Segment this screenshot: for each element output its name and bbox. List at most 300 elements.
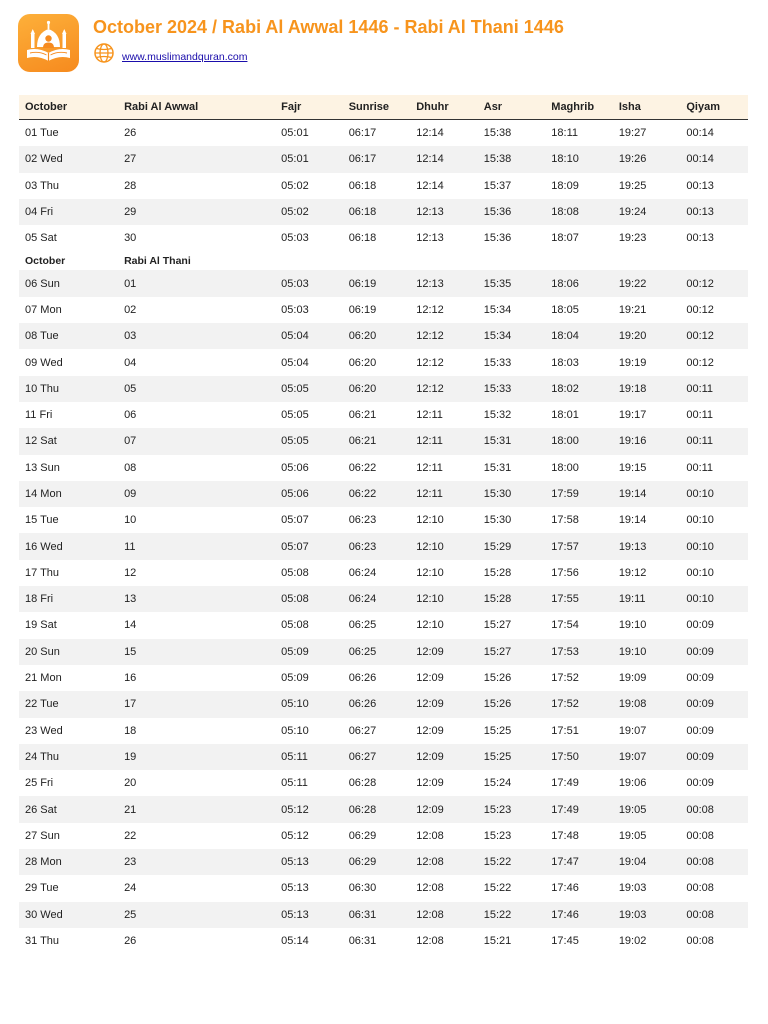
table-cell: 12:12	[410, 376, 478, 402]
column-header: Dhuhr	[410, 95, 478, 120]
table-cell: 18:07	[551, 232, 579, 245]
table-cell: 00:11	[680, 376, 748, 402]
table-cell: 06:22	[348, 461, 377, 474]
table-cell: 12:12	[410, 323, 478, 349]
empty-cell	[680, 251, 748, 270]
table-cell: 11 Fri	[25, 409, 53, 422]
table-cell: 06:17	[343, 146, 411, 172]
table-cell: 00:10	[680, 586, 748, 612]
table-cell: 12:08	[410, 849, 478, 875]
table-cell: 15:29	[478, 533, 546, 559]
table-row	[19, 533, 748, 559]
table-cell: 19:12	[618, 566, 647, 579]
table-cell: 00:08	[680, 796, 748, 822]
table-row	[19, 225, 748, 251]
globe-icon	[93, 42, 115, 64]
table-cell: 00:09	[686, 672, 714, 685]
table-cell: 05:01	[281, 127, 309, 140]
table-cell: 17:50	[545, 744, 613, 770]
table-cell: 00:09	[680, 639, 748, 665]
table-cell: 06:21	[348, 409, 377, 422]
table-cell: 12:11	[410, 481, 478, 507]
table-cell: 15:22	[483, 882, 512, 895]
table-cell: 15:27	[478, 639, 546, 665]
table-cell: 05:03	[281, 232, 309, 245]
table-cell: 10 Thu	[19, 376, 118, 402]
table-cell: 15:35	[478, 270, 546, 296]
table-cell: 06:20	[343, 323, 411, 349]
table-cell: 26 Sat	[19, 796, 118, 822]
table-cell: 19:26	[613, 146, 681, 172]
table-cell: 18:06	[545, 270, 613, 296]
table-cell: 19:04	[613, 849, 681, 875]
table-cell: 12:08	[416, 882, 444, 895]
table-cell: 17:51	[551, 724, 579, 737]
table-cell: 25	[118, 902, 275, 928]
table-cell: 19:08	[613, 691, 681, 717]
table-cell: 05:06	[275, 481, 343, 507]
table-cell: 19:15	[618, 461, 647, 474]
table-cell: 06:26	[343, 691, 411, 717]
table-row	[19, 560, 748, 586]
table-cell: 07	[118, 428, 275, 454]
table-cell: 12:13	[416, 232, 444, 245]
table-cell: 12 Sat	[19, 428, 118, 454]
table-cell: 00:12	[686, 356, 714, 369]
table-cell: 19:19	[618, 356, 647, 369]
table-cell: 06:28	[348, 777, 377, 790]
table-cell: 17:46	[551, 882, 579, 895]
empty-cell	[275, 251, 343, 270]
table-cell: 12:09	[416, 672, 444, 685]
table-cell: 17:59	[545, 481, 613, 507]
table-cell: 17:54	[551, 619, 579, 632]
table-cell: 12:09	[410, 744, 478, 770]
prayer-times-table	[19, 95, 748, 954]
table-cell: 05:13	[275, 902, 343, 928]
table-row	[19, 349, 748, 375]
table-cell: 21 Mon	[25, 672, 62, 685]
table-row	[19, 796, 748, 822]
table-cell: 19:07	[618, 724, 647, 737]
table-cell: 18	[124, 724, 137, 737]
table-cell: 06:18	[348, 232, 377, 245]
table-cell: 17:56	[551, 566, 579, 579]
table-cell: 28	[124, 179, 137, 192]
table-cell: 29	[118, 199, 275, 225]
table-cell: 13 Sun	[25, 461, 60, 474]
table-cell: 06:17	[348, 127, 377, 140]
table-cell: 06:24	[348, 566, 377, 579]
table-cell: 00:09	[686, 724, 714, 737]
table-cell: 05:05	[281, 409, 309, 422]
table-cell: 00:11	[680, 428, 748, 454]
table-row	[19, 146, 748, 172]
table-cell: 17:55	[545, 586, 613, 612]
table-cell: 05:05	[275, 428, 343, 454]
empty-cell	[613, 251, 681, 270]
table-row	[19, 376, 748, 402]
table-cell: 18:01	[551, 409, 579, 422]
table-cell: 19:21	[618, 303, 647, 316]
table-cell: 06:31	[343, 902, 411, 928]
column-header: Maghrib	[545, 95, 613, 120]
table-cell: 05:02	[281, 179, 309, 192]
table-cell: 19:05	[613, 796, 681, 822]
table-row	[19, 199, 748, 225]
table-cell: 18:03	[551, 356, 579, 369]
table-cell: 00:09	[680, 691, 748, 717]
table-cell: 10	[124, 514, 137, 527]
table-cell: 22	[124, 829, 137, 842]
table-cell: 26	[124, 935, 137, 948]
table-cell: 19:11	[613, 586, 681, 612]
table-cell: 15:28	[483, 566, 512, 579]
table-cell: 19:02	[618, 935, 647, 948]
table-cell: 06:20	[348, 356, 377, 369]
subheader-cell: Rabi Al Thani	[124, 254, 191, 267]
table-cell: 00:08	[686, 935, 714, 948]
table-cell: 18:05	[551, 303, 579, 316]
table-cell: 19 Sat	[25, 619, 57, 632]
table-cell: 12:10	[416, 566, 444, 579]
table-cell: 17:49	[545, 796, 613, 822]
page-header	[18, 14, 758, 74]
table-cell: 05:14	[281, 935, 309, 948]
table-cell: 06:19	[348, 303, 377, 316]
table-cell: 19:16	[613, 428, 681, 454]
column-header: Sunrise	[343, 95, 411, 120]
table-cell: 04 Fri	[19, 199, 118, 225]
table-cell: 12:14	[416, 179, 444, 192]
table-cell: 01 Tue	[25, 127, 59, 140]
table-cell: 27 Sun	[25, 829, 60, 842]
table-row	[19, 770, 748, 796]
table-cell: 05:07	[281, 514, 309, 527]
table-row	[19, 270, 748, 296]
table-cell: 05:01	[275, 146, 343, 172]
table-cell: 05:13	[275, 849, 343, 875]
table-cell: 15:23	[478, 796, 546, 822]
table-cell: 08	[124, 461, 137, 474]
table-cell: 06:28	[343, 796, 411, 822]
table-cell: 15:34	[483, 303, 512, 316]
table-cell: 12:14	[410, 146, 478, 172]
table-cell: 08 Tue	[19, 323, 118, 349]
table-cell: 27	[118, 146, 275, 172]
column-header: Qiyam	[680, 95, 748, 120]
table-cell: 15:30	[483, 514, 512, 527]
table-cell: 18:09	[551, 179, 579, 192]
table-cell: 18 Fri	[19, 586, 118, 612]
table-cell: 05:12	[275, 796, 343, 822]
table-cell: 19:17	[618, 409, 647, 422]
table-cell: 15:22	[478, 902, 546, 928]
table-cell: 17	[118, 691, 275, 717]
table-cell: 15:31	[483, 461, 512, 474]
table-cell: 06:19	[343, 270, 411, 296]
table-row	[19, 481, 748, 507]
table-cell: 00:08	[680, 849, 748, 875]
table-cell: 00:09	[686, 619, 714, 632]
table-cell: 06:23	[343, 533, 411, 559]
website-link[interactable]: www.muslimandquran.com	[122, 51, 248, 63]
table-row	[19, 323, 748, 349]
table-cell: 00:10	[680, 481, 748, 507]
table-cell: 06:29	[348, 829, 377, 842]
table-cell: 15:38	[478, 146, 546, 172]
table-cell: 19:25	[618, 179, 647, 192]
table-cell: 12:13	[410, 199, 478, 225]
table-cell: 20 Sun	[19, 639, 118, 665]
table-cell: 15:36	[483, 232, 512, 245]
table-cell: 05:08	[281, 566, 309, 579]
table-row	[19, 173, 748, 199]
table-cell: 19:10	[618, 619, 647, 632]
table-cell: 21	[118, 796, 275, 822]
table-cell: 00:08	[686, 829, 714, 842]
table-cell: 17 Thu	[25, 566, 60, 579]
table-cell: 01	[118, 270, 275, 296]
table-cell: 06:27	[348, 724, 377, 737]
table-cell: 06	[124, 409, 137, 422]
table-cell: 17:57	[545, 533, 613, 559]
table-cell: 05:12	[281, 829, 309, 842]
table-cell: 12:12	[416, 356, 444, 369]
empty-cell	[545, 251, 613, 270]
table-cell: 15:33	[483, 356, 512, 369]
table-cell: 12:08	[410, 902, 478, 928]
table-cell: 00:11	[686, 461, 714, 474]
subheader-cell: October	[25, 254, 66, 267]
table-cell: 05:03	[281, 303, 309, 316]
table-cell: 17:52	[545, 691, 613, 717]
table-cell: 15:21	[483, 935, 512, 948]
table-cell: 18:00	[545, 428, 613, 454]
table-cell: 17:58	[551, 514, 579, 527]
table-cell: 15:24	[483, 777, 512, 790]
table-cell: 19:07	[613, 744, 681, 770]
table-cell: 31 Thu	[25, 935, 60, 948]
table-cell: 12:10	[410, 533, 478, 559]
table-row	[19, 665, 748, 691]
table-cell: 03	[118, 323, 275, 349]
table-cell: 06:27	[343, 744, 411, 770]
table-cell: 05:13	[281, 882, 309, 895]
column-header: Fajr	[275, 95, 343, 120]
table-cell: 15:28	[478, 586, 546, 612]
table-cell: 05:10	[275, 691, 343, 717]
table-cell: 18:04	[545, 323, 613, 349]
table-cell: 15:25	[478, 744, 546, 770]
table-cell: 18:11	[551, 127, 578, 140]
table-cell: 22 Tue	[19, 691, 118, 717]
table-cell: 19:22	[613, 270, 681, 296]
table-cell: 19:09	[618, 672, 647, 685]
table-cell: 00:12	[686, 303, 714, 316]
table-cell: 12:09	[410, 691, 478, 717]
page-title: October 2024 / Rabi Al Awwal 1446 - Rabi Al Thani 1446	[93, 17, 564, 37]
table-cell: 24 Thu	[19, 744, 118, 770]
table-cell: 05:07	[275, 533, 343, 559]
column-header: October	[19, 95, 118, 120]
table-row	[19, 823, 748, 849]
table-cell: 00:10	[686, 514, 714, 527]
table-cell: 15:30	[478, 481, 546, 507]
table-cell: 23	[118, 849, 275, 875]
table-cell: 15:36	[478, 199, 546, 225]
table-cell: 17:46	[545, 902, 613, 928]
table-cell: 00:09	[680, 744, 748, 770]
table-cell: 18:08	[545, 199, 613, 225]
table-cell: 00:08	[686, 882, 714, 895]
table-cell: 05:10	[281, 724, 309, 737]
table-cell: 09	[118, 481, 275, 507]
table-row	[19, 639, 748, 665]
table-cell: 15	[118, 639, 275, 665]
table-row	[19, 744, 748, 770]
table-cell: 12:09	[416, 724, 444, 737]
table-cell: 00:10	[680, 533, 748, 559]
table-cell: 06 Sun	[19, 270, 118, 296]
table-cell: 00:10	[686, 566, 714, 579]
table-cell: 12	[124, 566, 137, 579]
table-cell: 12:11	[416, 409, 443, 422]
table-cell: 00:13	[686, 179, 714, 192]
table-cell: 00:12	[680, 270, 748, 296]
table-cell: 15:22	[478, 849, 546, 875]
table-cell: 15:32	[483, 409, 512, 422]
table-cell: 05:05	[275, 376, 343, 402]
table-cell: 06:18	[348, 179, 377, 192]
table-cell: 05 Sat	[25, 232, 57, 245]
column-header: Rabi Al Awwal	[118, 95, 275, 120]
table-cell: 06:22	[343, 481, 411, 507]
table-cell: 29 Tue	[25, 882, 59, 895]
table-cell: 05:03	[275, 270, 343, 296]
table-cell: 20	[124, 777, 137, 790]
table-cell: 00:13	[686, 232, 714, 245]
table-cell: 12:08	[416, 935, 444, 948]
table-cell: 12:09	[410, 796, 478, 822]
table-row	[19, 297, 748, 323]
table-cell: 19:03	[613, 902, 681, 928]
table-cell: 02 Wed	[19, 146, 118, 172]
table-cell: 05:04	[275, 323, 343, 349]
table-row	[19, 875, 748, 901]
table-body	[19, 120, 748, 955]
table-cell: 05:02	[275, 199, 343, 225]
table-cell: 28 Mon	[19, 849, 118, 875]
table-cell: 19	[118, 744, 275, 770]
table-cell: 15:34	[478, 323, 546, 349]
table-cell: 15:26	[478, 691, 546, 717]
table-cell: 19:14	[613, 481, 681, 507]
table-cell: 07 Mon	[25, 303, 62, 316]
empty-cell	[343, 251, 411, 270]
table-cell: 19:10	[613, 639, 681, 665]
table-cell: 06:24	[343, 586, 411, 612]
table-cell: 03 Thu	[25, 179, 60, 192]
table-cell: 06:25	[343, 639, 411, 665]
table-cell: 19:14	[618, 514, 647, 527]
table-cell: 00:13	[680, 199, 748, 225]
table-cell: 06:26	[348, 672, 377, 685]
table-cell: 04	[124, 356, 137, 369]
table-cell: 12:11	[410, 428, 478, 454]
table-cell: 17:52	[551, 672, 579, 685]
table-cell: 06:18	[343, 199, 411, 225]
table-cell: 05:11	[275, 744, 343, 770]
table-row	[19, 402, 748, 428]
table-cell: 05:08	[281, 619, 309, 632]
table-cell: 19:05	[618, 829, 647, 842]
table-cell: 19:06	[618, 777, 647, 790]
table-cell: 00:11	[686, 409, 714, 422]
table-cell: 15:31	[478, 428, 546, 454]
table-cell: 00:14	[686, 127, 714, 140]
table-cell: 00:08	[680, 902, 748, 928]
table-cell: 26	[124, 127, 137, 140]
table-cell: 17:53	[545, 639, 613, 665]
table-cell: 12:10	[410, 586, 478, 612]
table-cell: 14	[124, 619, 137, 632]
table-cell: 15:38	[483, 127, 512, 140]
table-cell: 06:23	[348, 514, 377, 527]
table-cell: 17:49	[551, 777, 579, 790]
table-cell: 15:33	[478, 376, 546, 402]
table-cell: 19:27	[618, 127, 647, 140]
table-row	[19, 507, 748, 533]
table-cell: 12:10	[416, 619, 444, 632]
table-cell: 17:47	[545, 849, 613, 875]
table-cell: 05:09	[281, 672, 309, 685]
table-cell: 12:09	[410, 639, 478, 665]
table-cell: 15:37	[483, 179, 512, 192]
table-cell: 06:21	[343, 428, 411, 454]
table-row	[19, 612, 748, 638]
table-cell: 06:30	[348, 882, 377, 895]
table-row	[19, 691, 748, 717]
table-cell: 05:11	[281, 777, 308, 790]
month-subheader-row	[19, 251, 748, 270]
table-cell: 02	[124, 303, 137, 316]
table-cell: 11	[118, 533, 275, 559]
table-cell: 19:18	[613, 376, 681, 402]
table-cell: 16	[124, 672, 137, 685]
table-cell: 09 Wed	[25, 356, 63, 369]
table-cell: 12:10	[416, 514, 444, 527]
table-cell: 15:27	[483, 619, 512, 632]
table-row	[19, 849, 748, 875]
table-cell: 12:09	[416, 777, 444, 790]
table-cell: 19:24	[613, 199, 681, 225]
table-cell: 06:25	[348, 619, 377, 632]
table-cell: 00:09	[686, 777, 714, 790]
table-row	[19, 718, 748, 744]
column-header: Asr	[478, 95, 546, 120]
table-cell: 12:11	[416, 461, 443, 474]
table-row	[19, 455, 748, 481]
table-cell: 06:31	[348, 935, 377, 948]
table-cell: 18:02	[545, 376, 613, 402]
column-header: Isha	[613, 95, 681, 120]
table-cell: 12:13	[410, 270, 478, 296]
table-cell: 05:06	[281, 461, 309, 474]
table-cell: 19:03	[618, 882, 647, 895]
table-cell: 12:14	[416, 127, 444, 140]
table-cell: 15 Tue	[25, 514, 59, 527]
